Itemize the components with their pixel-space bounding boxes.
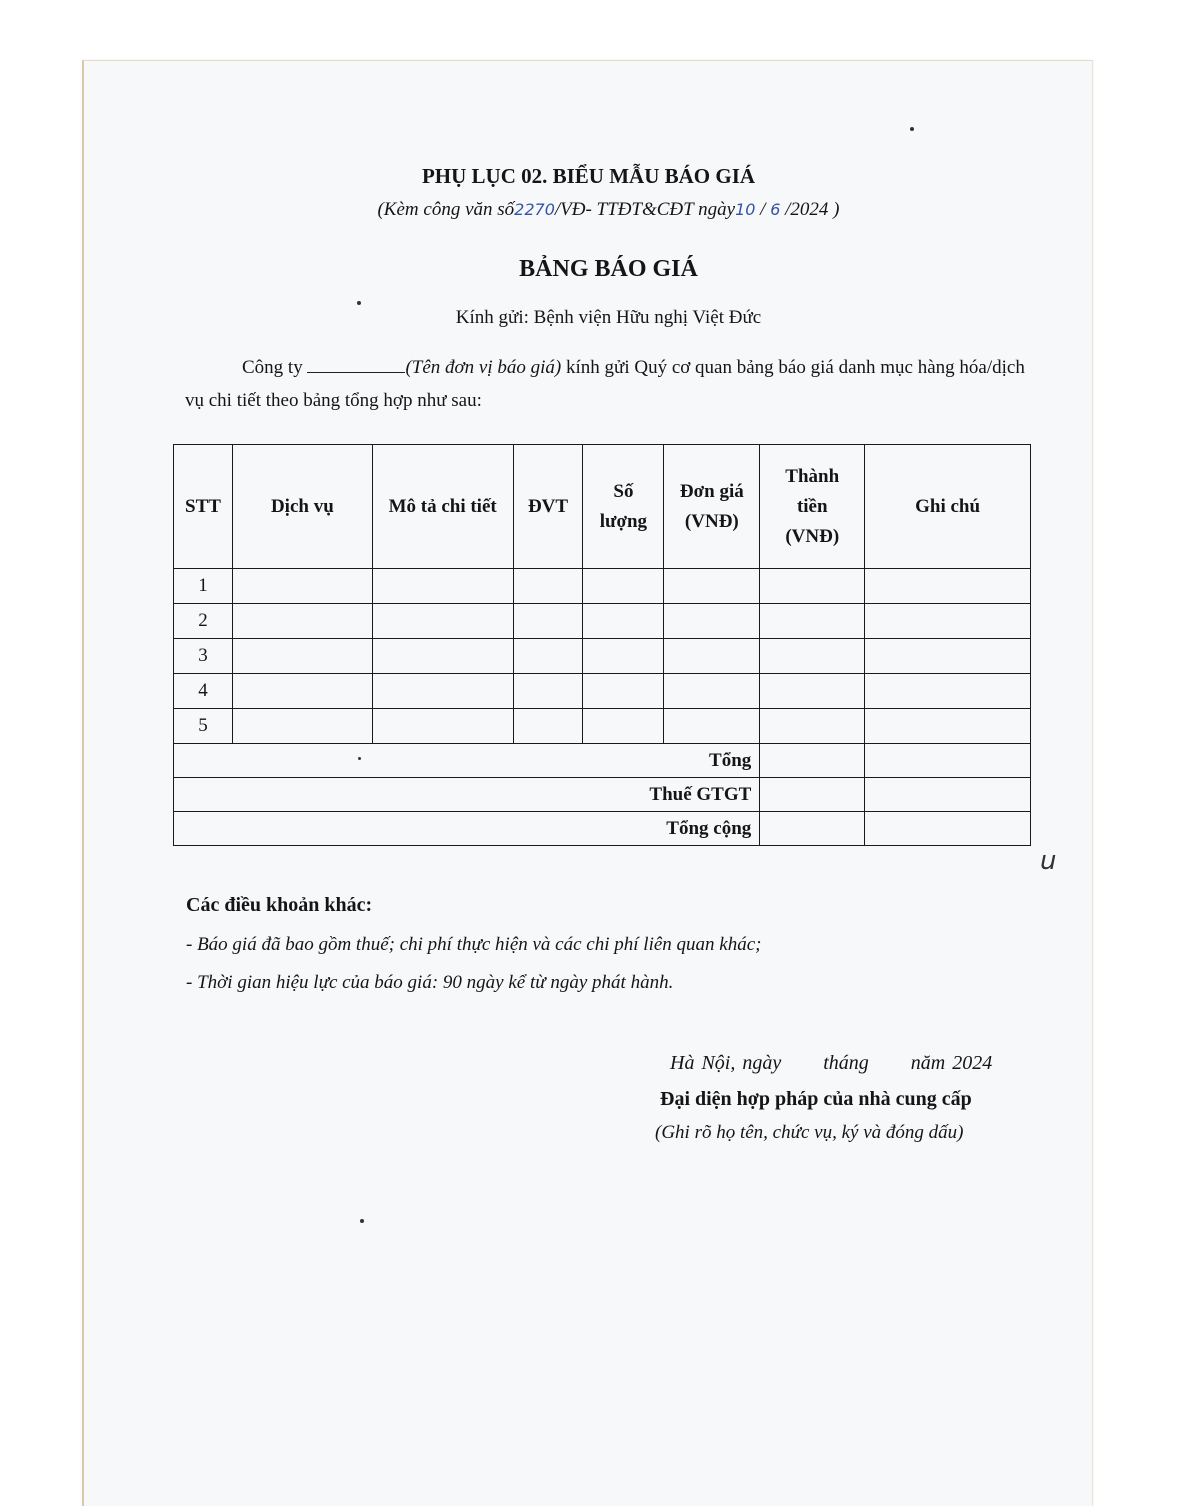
- table-row: [174, 674, 1031, 709]
- table-row: [174, 709, 1031, 744]
- table-header-row: [174, 445, 1031, 569]
- cell-description[interactable]: [372, 604, 513, 639]
- terms-heading: Các điều khoản khác:: [186, 894, 373, 916]
- cell-unit-price[interactable]: [664, 674, 760, 709]
- vat-amount-cell[interactable]: [760, 778, 865, 812]
- cell-amount[interactable]: [760, 604, 865, 639]
- cell-unit-price[interactable]: [664, 639, 760, 674]
- cell-note[interactable]: [865, 709, 1031, 744]
- header-price-line1: Đơn giá: [679, 480, 744, 502]
- place-date-line: Hà Nội, ngày tháng năm 2024: [670, 1052, 993, 1074]
- cell-unit-price[interactable]: [664, 604, 760, 639]
- handwritten-month: 6: [770, 200, 781, 219]
- cell-service[interactable]: [232, 674, 372, 709]
- attachment-suffix: /2024 ): [785, 199, 840, 220]
- header-stt: STT: [174, 445, 233, 569]
- cell-quantity[interactable]: [583, 569, 664, 604]
- row-number: 4: [174, 674, 233, 709]
- header-amount-line2: tiền: [796, 495, 828, 517]
- attachment-prefix: (Kèm công văn số: [377, 199, 515, 220]
- header-description: Mô tả chi tiết: [372, 445, 513, 569]
- table-row: [174, 604, 1031, 639]
- cell-description[interactable]: [372, 569, 513, 604]
- date-separator: /: [760, 199, 766, 220]
- cell-note[interactable]: [865, 674, 1031, 709]
- header-amount: [760, 445, 865, 569]
- appendix-title: PHỤ LỤC 02. BIỂU MẪU BÁO GIÁ: [421, 164, 756, 188]
- row-number: 3: [174, 639, 233, 674]
- intro-placeholder: (Tên đơn vị báo giá): [405, 357, 562, 378]
- row-number: 2: [174, 604, 233, 639]
- cell-description[interactable]: [372, 709, 513, 744]
- intro-prefix: Công ty: [242, 357, 303, 378]
- grand-total-label: Tổng cộng: [174, 812, 760, 846]
- header-unit: ĐVT: [513, 445, 583, 569]
- total-label: Tổng: [174, 744, 760, 778]
- cell-unit[interactable]: [513, 709, 583, 744]
- cell-note[interactable]: [865, 604, 1031, 639]
- quotation-table: [173, 444, 1031, 846]
- cell-quantity[interactable]: [583, 639, 664, 674]
- header-amount-line1: Thành: [785, 465, 840, 487]
- cell-unit[interactable]: [513, 604, 583, 639]
- total-amount-cell[interactable]: [760, 744, 865, 778]
- specks: [357, 301, 361, 305]
- cell-unit[interactable]: [513, 674, 583, 709]
- cell-unit-price[interactable]: [664, 709, 760, 744]
- term-item: - Thời gian hiệu lực của báo giá: 90 ngày kể từ ngày phát hành.: [186, 972, 674, 993]
- header-unit-price: [664, 445, 760, 569]
- header-service: Dịch vụ: [232, 445, 372, 569]
- cell-service[interactable]: [232, 569, 372, 604]
- specks: [910, 127, 914, 131]
- handwritten-day: 10: [735, 200, 756, 219]
- document-title: BẢNG BÁO GIÁ: [519, 256, 698, 282]
- total-note-cell[interactable]: [865, 744, 1031, 778]
- table-row: [174, 639, 1031, 674]
- cell-amount[interactable]: [760, 569, 865, 604]
- cell-unit[interactable]: [513, 639, 583, 674]
- header-price-line2: (VNĐ): [684, 510, 739, 532]
- cell-unit-price[interactable]: [664, 569, 760, 604]
- cell-quantity[interactable]: [583, 674, 664, 709]
- grand-total-amount-cell[interactable]: [760, 812, 865, 846]
- handwritten-initial: u: [1040, 846, 1057, 876]
- table-row: [174, 569, 1031, 604]
- cell-service[interactable]: [232, 709, 372, 744]
- cell-unit[interactable]: [513, 569, 583, 604]
- cell-quantity[interactable]: [583, 709, 664, 744]
- row-number: 1: [174, 569, 233, 604]
- cell-description[interactable]: [372, 674, 513, 709]
- specks: [360, 1219, 364, 1223]
- header-quantity: [583, 445, 664, 569]
- handwritten-document-number: 2270: [514, 200, 555, 219]
- cell-service[interactable]: [232, 604, 372, 639]
- row-number: 5: [174, 709, 233, 744]
- vat-label: Thuế GTGT: [174, 778, 760, 812]
- grand-total-row: [174, 812, 1031, 846]
- attachment-mid: /VĐ- TTĐT&CĐT ngày: [554, 199, 736, 220]
- header-quantity-line1: Số: [613, 480, 634, 502]
- greeting-line: Kính gửi: Bệnh viện Hữu nghị Việt Đức: [455, 307, 762, 328]
- grand-total-note-cell[interactable]: [865, 812, 1031, 846]
- header-note: Ghi chú: [865, 445, 1031, 569]
- intro-paragraph: [185, 351, 1045, 417]
- cell-amount[interactable]: [760, 639, 865, 674]
- total-row: [174, 744, 1031, 778]
- signature-instruction: (Ghi rõ họ tên, chức vụ, ký và đóng dấu): [655, 1122, 964, 1143]
- cell-amount[interactable]: [760, 709, 865, 744]
- attachment-line: [0, 199, 1177, 221]
- company-name-blank[interactable]: [307, 354, 405, 373]
- header-amount-line3: (VNĐ): [785, 525, 840, 547]
- term-item: - Báo giá đã bao gồm thuế; chi phí thực hiện và các chi phí liên quan khác;: [186, 934, 762, 955]
- vat-row: [174, 778, 1031, 812]
- vat-note-cell[interactable]: [865, 778, 1031, 812]
- cell-description[interactable]: [372, 639, 513, 674]
- cell-service[interactable]: [232, 639, 372, 674]
- cell-note[interactable]: [865, 639, 1031, 674]
- cell-note[interactable]: [865, 569, 1031, 604]
- header-quantity-line2: lượng: [599, 510, 648, 532]
- representative-title: Đại diện hợp pháp của nhà cung cấp: [660, 1088, 972, 1110]
- cell-quantity[interactable]: [583, 604, 664, 639]
- specks: [358, 757, 361, 760]
- cell-amount[interactable]: [760, 674, 865, 709]
- intro-text: kính gửi Quý cơ quan bảng báo giá danh mục hàng hóa/dịch vụ chi tiết theo bảng tổng hợp như sau:: [185, 357, 1025, 411]
